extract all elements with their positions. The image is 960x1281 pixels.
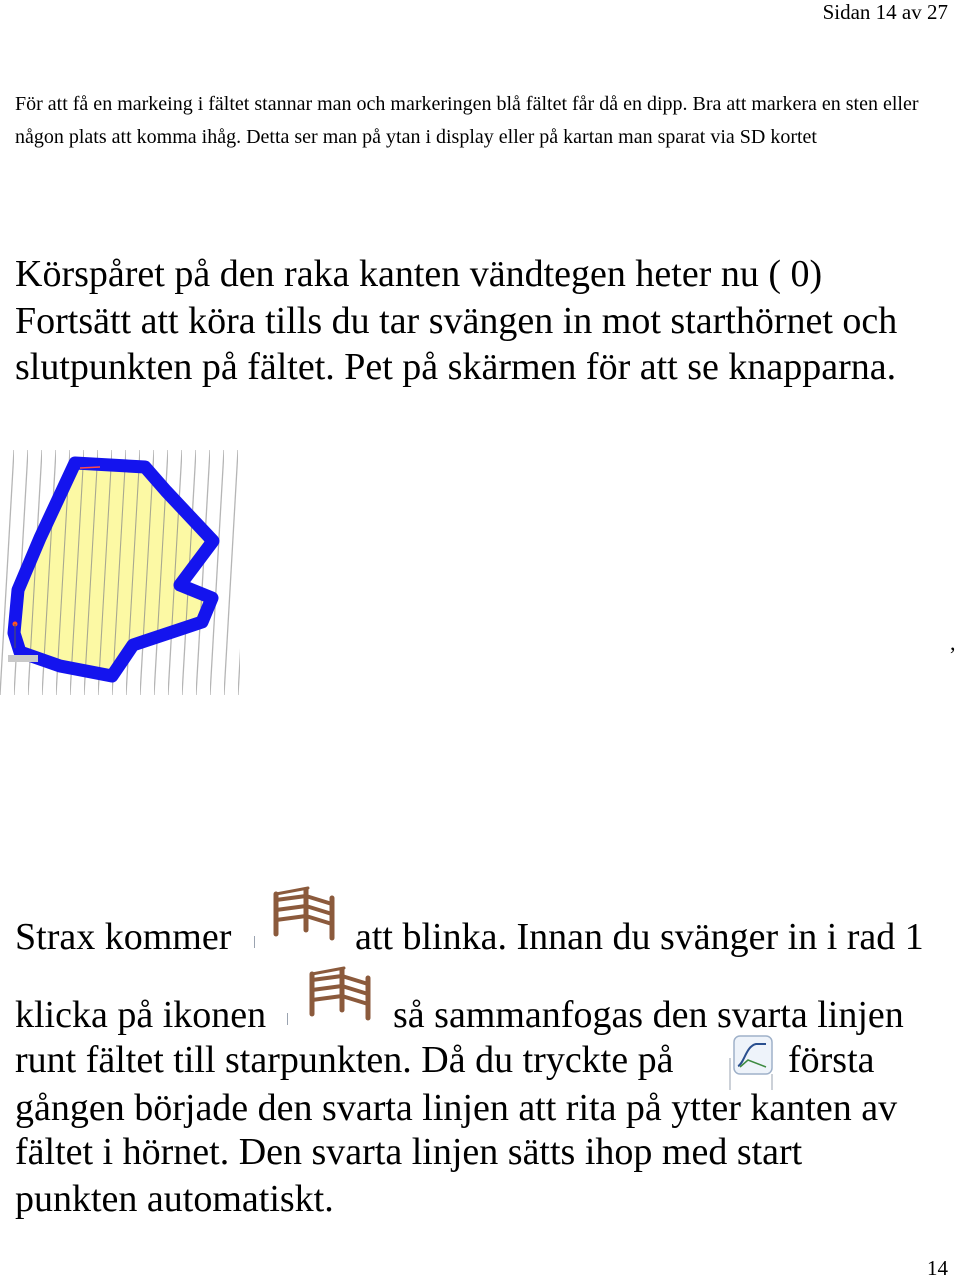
instruction-line-1a: Strax kommer	[15, 916, 232, 958]
instruction-line-4: gången började den svarta linjen att rita på ytter kanten av	[15, 1087, 898, 1129]
scale-label	[8, 655, 38, 662]
field-map-image	[0, 450, 240, 695]
instruction-line-3b: första	[788, 1039, 875, 1081]
fence-icon	[268, 884, 340, 944]
instruction-line-2b: så sammanfogas den svarta linjen	[393, 994, 904, 1036]
instruction-line-1b: att blinka. Innan du svänger in i rad 1	[355, 916, 924, 958]
instruction-line-3a: runt fältet till starpunkten. Då du tryckte på	[15, 1039, 674, 1081]
main-text-line-1: Körspåret på den raka kanten vändtegen heter nu ( 0)	[15, 253, 823, 295]
fence-icon	[304, 964, 376, 1024]
instruction-line-5: fältet i hörnet. Den svarta linjen sätts ihop med start	[15, 1131, 803, 1173]
start-marker	[80, 467, 100, 468]
intro-paragraph: För att få en markeing i fältet stannar man och markeringen blå fältet får då en dipp. Bra att markera en sten eller någon plats att komma ihåg. Detta ser man på ytan i display eller på kartan man sparat via SD kortet	[15, 93, 919, 148]
page-header: Sidan 14 av 27	[822, 0, 948, 24]
instruction-line-6: punkten automatiskt.	[15, 1178, 334, 1220]
icon-frame-edge	[254, 936, 255, 948]
stray-comma: ,	[950, 630, 956, 655]
page-number: 14	[927, 1256, 948, 1280]
icon-frame-edge	[287, 1013, 288, 1025]
instruction-line-2a: klicka på ikonen	[15, 994, 267, 1036]
main-text-line-3: slutpunkten på fältet. Pet på skärmen för att se knapparna.	[15, 346, 897, 388]
main-text-line-2: Fortsätt att köra tills du tar svängen in mot starthörnet och	[15, 300, 898, 342]
